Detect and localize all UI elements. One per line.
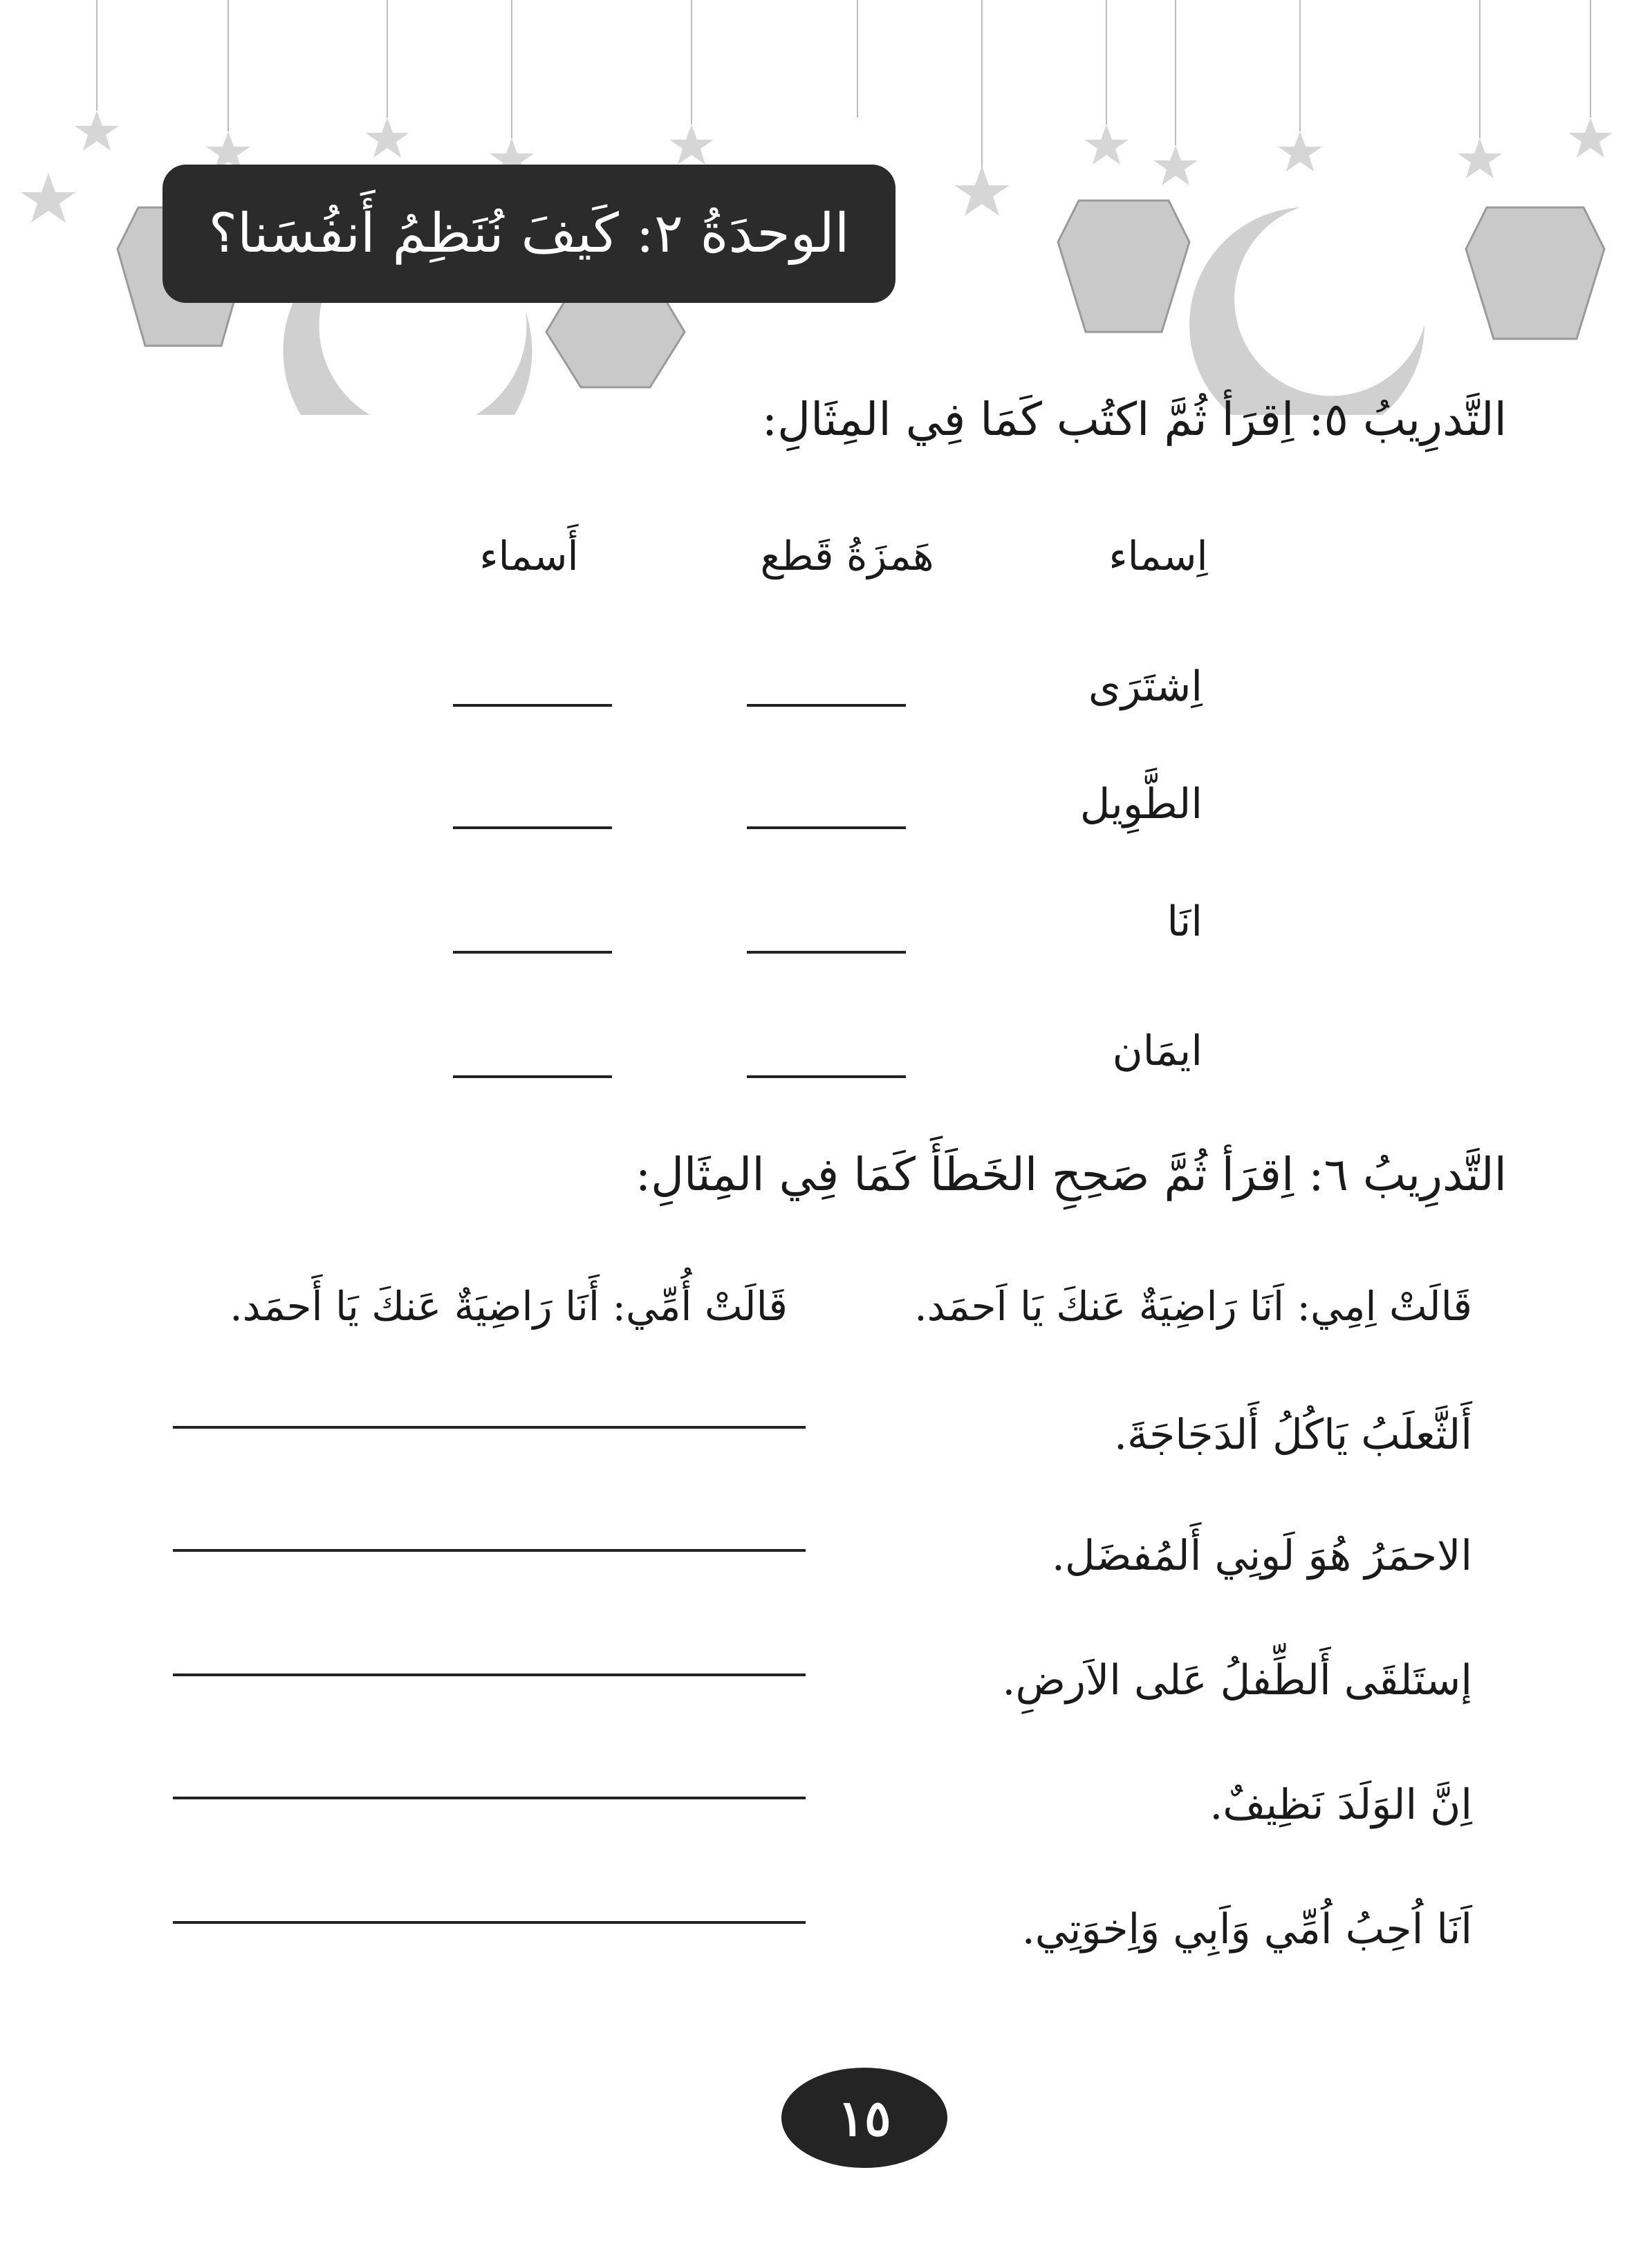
exercise5-header-2: هَمزَةُ قَطع	[760, 532, 934, 580]
exercise6-sentence-1: أَلثَّعلَبُ يَاكُلُ أَلدَجَاجَةَ.	[1113, 1411, 1472, 1459]
exercise6-sentence-3: إستَلقَى أَلطِّفلُ عَلى الاَرضِ.	[1002, 1656, 1472, 1705]
exercise6-sentence-2: الاحمَرُ هُوَ لَونِي أَلمُفضَل.	[1051, 1532, 1472, 1580]
page-number: ١٥	[837, 2088, 891, 2147]
exercise6-example-right: قَالَتْ أُمِّي: أَنَا رَاضِيَةٌ عَنكَ يَا أَحمَد.	[230, 1283, 788, 1330]
exercise5-header-1: اِسماء	[1108, 532, 1208, 580]
exercise6-answer-line-2[interactable]	[173, 1549, 806, 1552]
exercise6-sentence-4: اِنَّ الوَلَدَ نَظِيفٌ.	[1209, 1781, 1472, 1829]
exercise5-blank-names-1[interactable]	[453, 704, 612, 707]
exercise5-word-2: الطَّوِيل	[1079, 780, 1203, 828]
exercise6-answer-line-4[interactable]	[173, 1797, 806, 1799]
exercise6-answer-line-3[interactable]	[173, 1673, 806, 1676]
exercise5-word-1: اِشتَرَى	[1088, 662, 1203, 711]
exercise5-header-3: أَسماء	[479, 532, 579, 580]
exercise5-blank-hamza-3[interactable]	[747, 951, 906, 954]
unit-title: الوحدَةُ ٢: كَيفَ نُنَظِمُ أَنفُسَنا؟	[208, 203, 850, 265]
page-number-badge	[781, 2068, 947, 2168]
exercise5-blank-hamza-4[interactable]	[747, 1075, 906, 1078]
exercise6-answer-line-1[interactable]	[173, 1426, 806, 1429]
exercise6-example-wrong: قَالَتْ اِمِي: اَنَا رَاضِيَةٌ عَنكَ يَا اَحمَد.	[914, 1283, 1472, 1330]
exercise5-blank-hamza-1[interactable]	[747, 704, 906, 707]
unit-title-box	[163, 165, 895, 303]
exercise6-instruction: التَّدرِيبُ ٦: اِقرَأ ثُمَّ صَحِحِ الخَطَأَ كَمَا فِي المِثَالِ:	[635, 1148, 1507, 1201]
exercise5-blank-names-3[interactable]	[453, 951, 612, 954]
exercise5-blank-names-2[interactable]	[453, 826, 612, 829]
exercise6-answer-line-5[interactable]	[173, 1921, 806, 1924]
exercise6-sentence-5: اَنَا اُحِبُ اُمِّي وَاَبِي وَاِخوَتِي.	[1021, 1905, 1472, 1954]
exercise5-blank-names-4[interactable]	[453, 1075, 612, 1078]
exercise5-blank-hamza-2[interactable]	[747, 826, 906, 829]
exercise5-instruction: التَّدرِيبُ ٥: اِقرَأ ثُمَّ اكتُب كَمَا فِي المِثَالِ:	[761, 393, 1507, 446]
exercise5-word-3: انَا	[1167, 898, 1203, 946]
exercise5-word-4: ايمَان	[1112, 1027, 1203, 1075]
